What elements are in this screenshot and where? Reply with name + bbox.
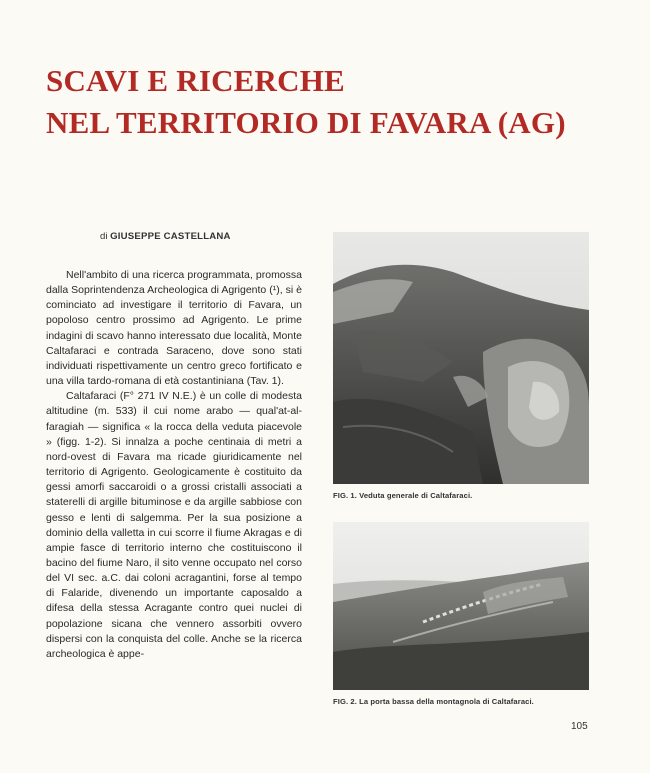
title-line-1: SCAVI E RICERCHE bbox=[46, 63, 345, 98]
figure-2-photo bbox=[333, 522, 589, 690]
figure-2-caption: FIG. 2. La porta bassa della montagnola di Caltafaraci. bbox=[333, 697, 534, 706]
paragraph-2: Caltafaraci (F° 271 IV N.E.) è un colle di modesta altitudine (m. 533) il cui nome arabo — qual'at-al-faragiah — significa « la rocca della veduta piacevole » (figg. 1-2). Si innalza a poche centinaia di metri a nord-ovest di Favara ma ricade giuridicamente nel territorio di Agrigento. Geologicamente è costituito da gessi amorfi saccaroidi o a grossi cristalli associati a staterelli di argille bituminose e da argille sabbiose con gesso e lenti di salgemma. Per la sua posizione a dominio della valletta in cui scorre il fiume Akragas e di ampie fasce di territorio interno che costituiscono il bacino del fiume Naro, il sito venne occupato nel corso del VI sec. a.C. dai coloni acragantini, forse al tempo di Falaride, divenendo un importante caposaldo a difesa della stessa Acragante contro quei nuclei di popolazione sicana che vennero assorbiti ovvero dispersi con la conquista del colle. Anche se la ricerca archeologica è appe- bbox=[46, 390, 302, 660]
figure-1-photo bbox=[333, 232, 589, 484]
byline bbox=[100, 231, 231, 242]
page-number: 105 bbox=[571, 721, 588, 732]
figure-2 bbox=[333, 522, 589, 706]
figure-1 bbox=[333, 232, 589, 500]
body-text-column bbox=[46, 268, 302, 662]
figure-1-caption: FIG. 1. Veduta generale di Caltafaraci. bbox=[333, 491, 473, 500]
byline-prefix: di bbox=[100, 231, 108, 242]
author-name: GIUSEPPE CASTELLANA bbox=[110, 231, 231, 242]
title-line-2: NEL TERRITORIO DI FAVARA (AG) bbox=[46, 105, 566, 140]
paragraph-1: Nell'ambito di una ricerca programmata, promossa dalla Soprintendenza Archeologica di Agrigento (¹), si è cominciato ad investigare il territorio di Favara, un popoloso centro prossimo ad Agrigento. Le prime indagini di scavo hanno interessato due località, Monte Caltafaraci e contrada Saraceno, dove sono stati individuati rispettivamente un centro greco fortificato e una villa tardo-romana di età costantiniana (Tav. 1). bbox=[46, 269, 302, 388]
article-title bbox=[46, 60, 626, 144]
